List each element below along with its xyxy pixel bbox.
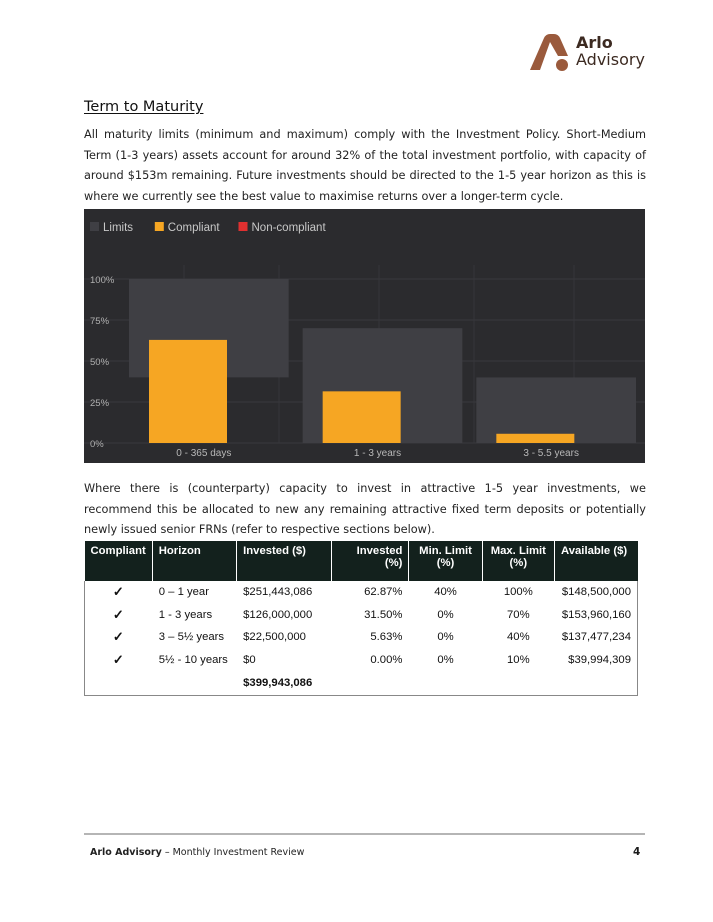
compliant-bar (323, 391, 401, 443)
cell-invested: $0 (237, 649, 332, 672)
header-min-limit: Min. Limit (%) (409, 541, 482, 581)
cell-available: $137,477,234 (555, 626, 638, 649)
section-title: Term to Maturity (84, 99, 204, 115)
legend-label: Compliant (167, 222, 220, 234)
cell-max-limit: 10% (482, 649, 554, 672)
y-tick-label: 50% (90, 357, 110, 368)
y-tick-label: 100% (90, 275, 115, 286)
logo-text-arlo: Arlo (576, 33, 613, 52)
x-tick-label: 0 - 365 days (176, 448, 232, 459)
header-available: Available ($) (555, 541, 638, 581)
check-icon: ✓ (85, 626, 153, 649)
cell-min-limit: 0% (409, 604, 482, 627)
cell-max-limit: 100% (482, 581, 554, 604)
legend-swatch-limits (90, 222, 99, 231)
cell-invested: $126,000,000 (237, 604, 332, 627)
cell-empty (152, 671, 236, 695)
header-max-limit: Max. Limit (%) (482, 541, 554, 581)
header-compliant: Compliant (85, 541, 153, 581)
cell-available: $39,994,309 (555, 649, 638, 672)
check-icon: ✓ (85, 649, 153, 672)
intro-paragraph: All maturity limits (minimum and maximum) comply with the Investment Policy. Short-Medium Term (1-3 years) assets account for around 32% of the total investment portfolio, with capacity of around $153m remaining. Future investments should be directed to the 1-5 year horizon as this is where we currently see the best value to maximise returns over a longer-term cycle. (84, 128, 646, 203)
check-icon: ✓ (85, 581, 153, 604)
x-tick-label: 3 - 5.5 years (523, 448, 579, 459)
chart-svg (84, 209, 645, 463)
cell-available: $148,500,000 (555, 581, 638, 604)
cell-empty (555, 671, 638, 695)
table-row (85, 649, 638, 672)
footer-text (90, 847, 304, 858)
legend-label: Non-compliant (251, 222, 326, 234)
cell-empty (482, 671, 554, 695)
cell-total-invested: $399,943,086 (237, 671, 332, 695)
footer-title: – Monthly Investment Review (161, 847, 305, 858)
recommendation-paragraph: Where there is (counterparty) capacity to invest in attractive 1-5 year investments, we recommend this be allocated to new any remaining attractive fixed term deposits or potentially newly issued senior FRNs (refer to respective sections below). (84, 482, 646, 536)
cell-invested: $22,500,000 (237, 626, 332, 649)
footer-brand: Arlo Advisory (90, 847, 162, 858)
cell-available: $153,960,160 (555, 604, 638, 627)
page-number: 4 (633, 846, 641, 858)
table-row (85, 581, 638, 604)
cell-empty (409, 671, 482, 695)
cell-max-limit: 70% (482, 604, 554, 627)
table-total-row (85, 671, 638, 695)
cell-empty (332, 671, 409, 695)
header-horizon: Horizon (152, 541, 236, 581)
arlo-logo-mark-icon (528, 32, 570, 72)
logo-text-advisory: Advisory (576, 50, 645, 69)
check-icon: ✓ (85, 604, 153, 627)
maturity-table (84, 541, 638, 696)
cell-horizon: 3 – 5½ years (152, 626, 236, 649)
arlo-advisory-logo (528, 32, 648, 72)
footer-divider (84, 833, 645, 835)
legend-swatch-noncompliant (239, 222, 248, 231)
cell-max-limit: 40% (482, 626, 554, 649)
cell-invested-pct: 62.87% (332, 581, 409, 604)
limit-bar (476, 377, 636, 443)
x-tick-label: 1 - 3 years (353, 448, 402, 459)
y-tick-label: 25% (90, 398, 110, 409)
cell-invested-pct: 5.63% (332, 626, 409, 649)
cell-min-limit: 0% (409, 626, 482, 649)
y-tick-label: 75% (90, 316, 110, 327)
term-to-maturity-chart (84, 209, 645, 463)
y-tick-label: 0% (90, 439, 104, 450)
cell-min-limit: 0% (409, 649, 482, 672)
cell-invested-pct: 0.00% (332, 649, 409, 672)
cell-horizon: 0 – 1 year (152, 581, 236, 604)
cell-min-limit: 40% (409, 581, 482, 604)
header-invested-amount: Invested ($) (237, 541, 332, 581)
compliant-bar (149, 340, 227, 443)
compliant-bar (496, 434, 574, 443)
cell-empty (85, 671, 153, 695)
cell-invested: $251,443,086 (237, 581, 332, 604)
cell-invested-pct: 31.50% (332, 604, 409, 627)
legend-swatch-compliant (155, 222, 164, 231)
table-row (85, 604, 638, 627)
cell-horizon: 5½ - 10 years (152, 649, 236, 672)
table-header-row (85, 541, 638, 581)
header-invested-percent: Invested (%) (332, 541, 409, 581)
legend-label: Limits (103, 222, 134, 234)
cell-horizon: 1 - 3 years (152, 604, 236, 627)
table-row (85, 626, 638, 649)
